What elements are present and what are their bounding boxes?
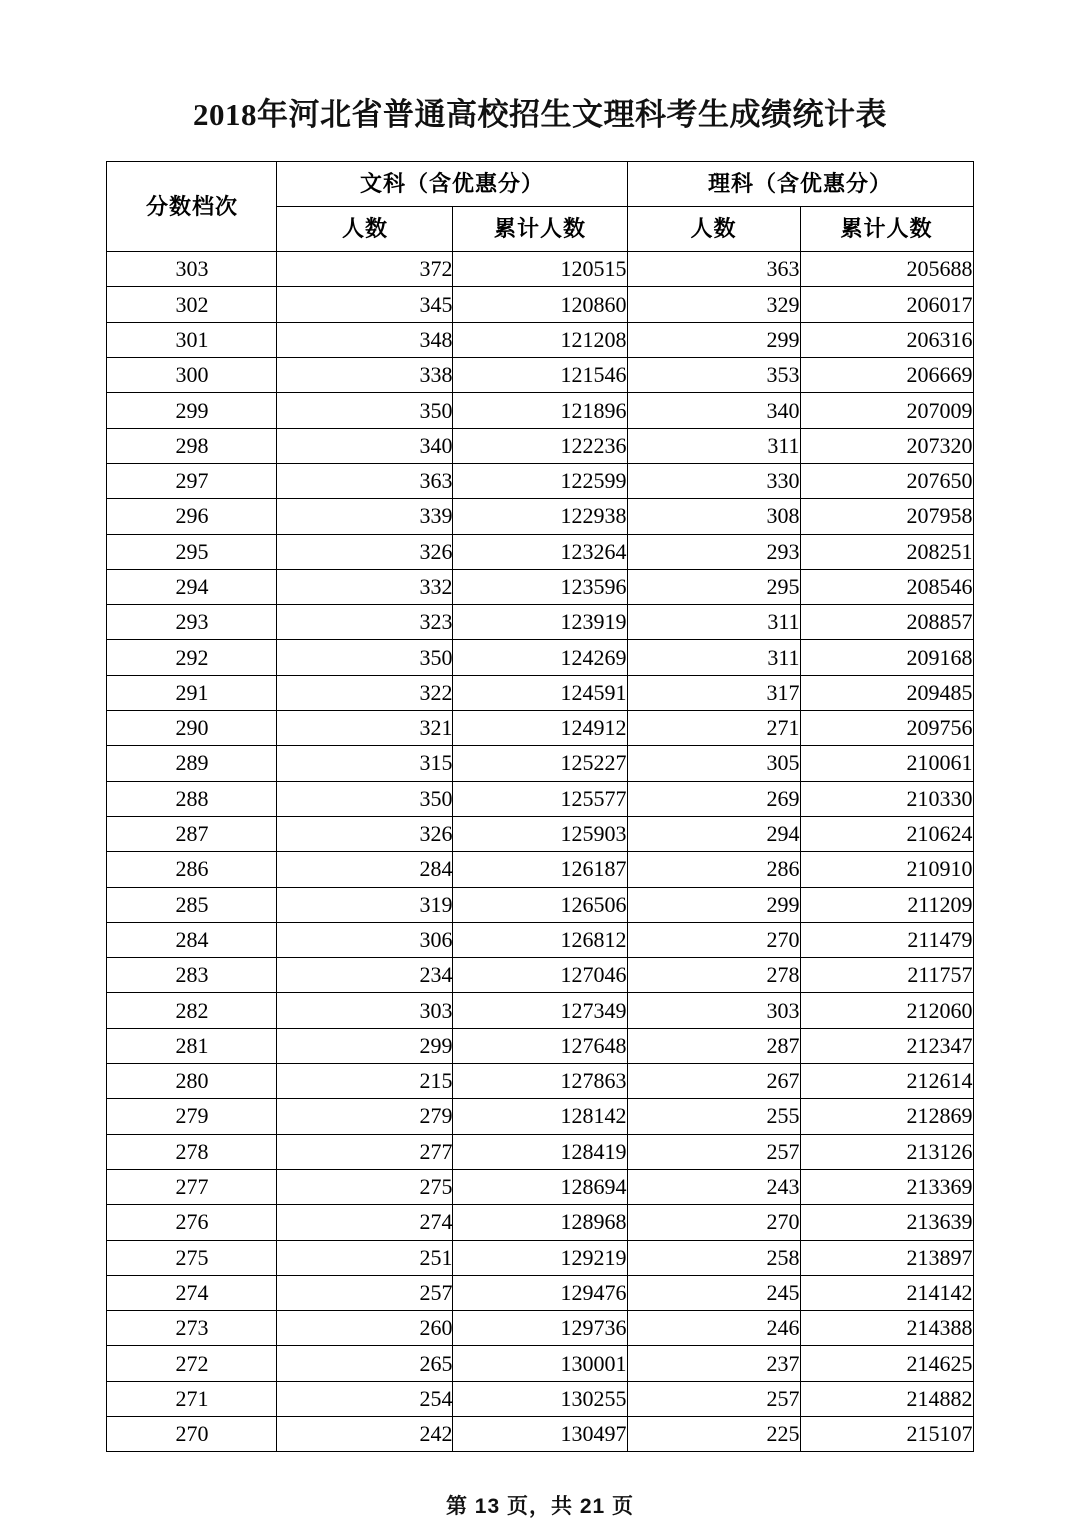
cell-science-cumulative: 215107: [800, 1416, 973, 1451]
table-row: [107, 1416, 973, 1451]
cell-science-cumulative: 211209: [800, 887, 973, 922]
table-row: [107, 428, 973, 463]
cell-science-cumulative: 212060: [800, 993, 973, 1028]
cell-liberal-arts-cumulative: 122938: [453, 499, 627, 534]
cell-science-cumulative: 210624: [800, 816, 973, 851]
cell-science-count: 243: [627, 1169, 800, 1204]
cell-science-count: 278: [627, 958, 800, 993]
cell-liberal-arts-cumulative: 125903: [453, 816, 627, 851]
cell-liberal-arts-cumulative: 128419: [453, 1134, 627, 1169]
cell-liberal-arts-cumulative: 128694: [453, 1169, 627, 1204]
cell-liberal-arts-cumulative: 124591: [453, 675, 627, 710]
cell-science-cumulative: 206316: [800, 322, 973, 357]
cell-science-count: 363: [627, 252, 800, 287]
cell-science-cumulative: 206669: [800, 358, 973, 393]
cell-liberal-arts-cumulative: 128968: [453, 1205, 627, 1240]
table-row: [107, 711, 973, 746]
score-table-container: [0, 161, 1080, 1452]
cell-science-cumulative: 207320: [800, 428, 973, 463]
cell-liberal-arts-cumulative: 123596: [453, 569, 627, 604]
cell-science-cumulative: 211757: [800, 958, 973, 993]
cell-liberal-arts-cumulative: 125227: [453, 746, 627, 781]
cell-science-count: 271: [627, 711, 800, 746]
cell-science-count: 270: [627, 922, 800, 957]
cell-score-tier: 293: [107, 605, 277, 640]
cell-science-count: 294: [627, 816, 800, 851]
cell-score-tier: 297: [107, 463, 277, 498]
table-row: [107, 322, 973, 357]
cell-liberal-arts-count: 265: [277, 1346, 453, 1381]
table-row: [107, 534, 973, 569]
cell-liberal-arts-cumulative: 129219: [453, 1240, 627, 1275]
cell-science-count: 255: [627, 1099, 800, 1134]
cell-liberal-arts-cumulative: 126187: [453, 852, 627, 887]
cell-liberal-arts-count: 257: [277, 1275, 453, 1310]
table-row: [107, 499, 973, 534]
cell-science-cumulative: 207009: [800, 393, 973, 428]
score-statistics-table: [106, 161, 973, 1452]
cell-liberal-arts-count: 234: [277, 958, 453, 993]
table-row: [107, 393, 973, 428]
cell-science-cumulative: 211479: [800, 922, 973, 957]
cell-liberal-arts-cumulative: 125577: [453, 781, 627, 816]
cell-science-count: 258: [627, 1240, 800, 1275]
cell-liberal-arts-cumulative: 129736: [453, 1311, 627, 1346]
cell-score-tier: 275: [107, 1240, 277, 1275]
cell-science-count: 237: [627, 1346, 800, 1381]
cell-science-count: 267: [627, 1064, 800, 1099]
cell-liberal-arts-count: 332: [277, 569, 453, 604]
column-header-liberal-arts-count: 人数: [277, 207, 453, 252]
cell-liberal-arts-cumulative: 124912: [453, 711, 627, 746]
cell-liberal-arts-count: 275: [277, 1169, 453, 1204]
cell-liberal-arts-cumulative: 123264: [453, 534, 627, 569]
cell-liberal-arts-cumulative: 120515: [453, 252, 627, 287]
table-row: [107, 1240, 973, 1275]
table-row: [107, 675, 973, 710]
table-row: [107, 1205, 973, 1240]
table-row: [107, 1275, 973, 1310]
table-row: [107, 463, 973, 498]
cell-liberal-arts-cumulative: 130497: [453, 1416, 627, 1451]
cell-score-tier: 276: [107, 1205, 277, 1240]
cell-liberal-arts-count: 254: [277, 1381, 453, 1416]
cell-score-tier: 274: [107, 1275, 277, 1310]
column-header-science-cumulative: 累计人数: [800, 207, 973, 252]
cell-score-tier: 298: [107, 428, 277, 463]
cell-science-count: 311: [627, 428, 800, 463]
cell-science-cumulative: 214882: [800, 1381, 973, 1416]
cell-science-count: 308: [627, 499, 800, 534]
column-header-liberal-arts-group: 文科（含优惠分）: [277, 162, 627, 207]
cell-science-count: 287: [627, 1028, 800, 1063]
table-row: [107, 1381, 973, 1416]
table-row: [107, 1134, 973, 1169]
cell-liberal-arts-cumulative: 130001: [453, 1346, 627, 1381]
cell-score-tier: 292: [107, 640, 277, 675]
cell-score-tier: 285: [107, 887, 277, 922]
cell-liberal-arts-count: 363: [277, 463, 453, 498]
cell-science-count: 317: [627, 675, 800, 710]
cell-liberal-arts-cumulative: 126812: [453, 922, 627, 957]
cell-science-count: 305: [627, 746, 800, 781]
table-row: [107, 1346, 973, 1381]
cell-science-count: 257: [627, 1134, 800, 1169]
cell-score-tier: 277: [107, 1169, 277, 1204]
cell-liberal-arts-cumulative: 130255: [453, 1381, 627, 1416]
cell-score-tier: 286: [107, 852, 277, 887]
cell-science-count: 340: [627, 393, 800, 428]
cell-science-cumulative: 209168: [800, 640, 973, 675]
cell-liberal-arts-cumulative: 120860: [453, 287, 627, 322]
table-row: [107, 1099, 973, 1134]
cell-science-cumulative: 207958: [800, 499, 973, 534]
cell-science-cumulative: 206017: [800, 287, 973, 322]
cell-liberal-arts-count: 251: [277, 1240, 453, 1275]
cell-science-cumulative: 207650: [800, 463, 973, 498]
cell-score-tier: 299: [107, 393, 277, 428]
cell-science-count: 311: [627, 640, 800, 675]
cell-score-tier: 290: [107, 711, 277, 746]
cell-liberal-arts-count: 345: [277, 287, 453, 322]
cell-score-tier: 287: [107, 816, 277, 851]
page-footer: 第 13 页，共 21 页: [445, 1495, 635, 1519]
cell-science-cumulative: 205688: [800, 252, 973, 287]
cell-liberal-arts-cumulative: 121896: [453, 393, 627, 428]
cell-science-count: 353: [627, 358, 800, 393]
cell-liberal-arts-cumulative: 128142: [453, 1099, 627, 1134]
cell-science-cumulative: 212347: [800, 1028, 973, 1063]
cell-science-count: 299: [627, 322, 800, 357]
cell-liberal-arts-count: 319: [277, 887, 453, 922]
cell-science-cumulative: 214625: [800, 1346, 973, 1381]
cell-score-tier: 280: [107, 1064, 277, 1099]
cell-science-cumulative: 213897: [800, 1240, 973, 1275]
cell-liberal-arts-count: 338: [277, 358, 453, 393]
cell-science-count: 299: [627, 887, 800, 922]
cell-science-count: 293: [627, 534, 800, 569]
cell-liberal-arts-cumulative: 122599: [453, 463, 627, 498]
cell-liberal-arts-cumulative: 127863: [453, 1064, 627, 1099]
cell-liberal-arts-count: 326: [277, 534, 453, 569]
cell-liberal-arts-cumulative: 121208: [453, 322, 627, 357]
cell-liberal-arts-count: 260: [277, 1311, 453, 1346]
cell-score-tier: 289: [107, 746, 277, 781]
table-row: [107, 746, 973, 781]
table-row: [107, 1311, 973, 1346]
table-row: [107, 887, 973, 922]
cell-score-tier: 296: [107, 499, 277, 534]
table-row: [107, 1028, 973, 1063]
cell-score-tier: 278: [107, 1134, 277, 1169]
cell-liberal-arts-cumulative: 126506: [453, 887, 627, 922]
cell-liberal-arts-count: 284: [277, 852, 453, 887]
cell-liberal-arts-count: 315: [277, 746, 453, 781]
table-header: [107, 162, 973, 252]
table-header-row-primary: [107, 162, 973, 207]
cell-science-count: 270: [627, 1205, 800, 1240]
cell-liberal-arts-cumulative: 127648: [453, 1028, 627, 1063]
cell-liberal-arts-count: 303: [277, 993, 453, 1028]
cell-science-cumulative: 210910: [800, 852, 973, 887]
cell-liberal-arts-count: 348: [277, 322, 453, 357]
cell-science-cumulative: 208251: [800, 534, 973, 569]
column-header-score-tier: 分数档次: [107, 162, 277, 252]
cell-science-cumulative: 212869: [800, 1099, 973, 1134]
table-row: [107, 569, 973, 604]
cell-score-tier: 295: [107, 534, 277, 569]
table-row: [107, 358, 973, 393]
cell-score-tier: 279: [107, 1099, 277, 1134]
cell-science-cumulative: 212614: [800, 1064, 973, 1099]
cell-liberal-arts-cumulative: 121546: [453, 358, 627, 393]
table-row: [107, 852, 973, 887]
cell-science-count: 257: [627, 1381, 800, 1416]
cell-liberal-arts-cumulative: 127046: [453, 958, 627, 993]
table-row: [107, 605, 973, 640]
cell-liberal-arts-cumulative: 122236: [453, 428, 627, 463]
cell-science-cumulative: 214142: [800, 1275, 973, 1310]
table-row: [107, 1064, 973, 1099]
cell-score-tier: 294: [107, 569, 277, 604]
cell-liberal-arts-cumulative: 127349: [453, 993, 627, 1028]
cell-science-cumulative: 208857: [800, 605, 973, 640]
cell-science-cumulative: 210061: [800, 746, 973, 781]
cell-liberal-arts-count: 323: [277, 605, 453, 640]
column-header-liberal-arts-cumulative: 累计人数: [453, 207, 627, 252]
cell-liberal-arts-count: 339: [277, 499, 453, 534]
column-header-science-group: 理科（含优惠分）: [627, 162, 973, 207]
cell-liberal-arts-count: 340: [277, 428, 453, 463]
cell-liberal-arts-count: 322: [277, 675, 453, 710]
cell-liberal-arts-count: 350: [277, 393, 453, 428]
table-row: [107, 287, 973, 322]
table-row: [107, 922, 973, 957]
cell-science-count: 303: [627, 993, 800, 1028]
cell-science-cumulative: 209756: [800, 711, 973, 746]
cell-science-count: 269: [627, 781, 800, 816]
cell-score-tier: 273: [107, 1311, 277, 1346]
cell-liberal-arts-count: 279: [277, 1099, 453, 1134]
table-row: [107, 1169, 973, 1204]
cell-science-count: 329: [627, 287, 800, 322]
page-title: 2018年河北省普通高校招生文理科考生成绩统计表: [193, 97, 887, 132]
table-row: [107, 252, 973, 287]
cell-score-tier: 282: [107, 993, 277, 1028]
cell-liberal-arts-cumulative: 123919: [453, 605, 627, 640]
cell-science-count: 311: [627, 605, 800, 640]
cell-liberal-arts-count: 274: [277, 1205, 453, 1240]
cell-liberal-arts-count: 242: [277, 1416, 453, 1451]
cell-science-cumulative: 213369: [800, 1169, 973, 1204]
cell-liberal-arts-count: 350: [277, 640, 453, 675]
cell-liberal-arts-cumulative: 129476: [453, 1275, 627, 1310]
cell-score-tier: 270: [107, 1416, 277, 1451]
table-row: [107, 958, 973, 993]
cell-science-cumulative: 210330: [800, 781, 973, 816]
cell-score-tier: 302: [107, 287, 277, 322]
table-row: [107, 816, 973, 851]
table-body: [107, 252, 973, 1452]
cell-science-count: 246: [627, 1311, 800, 1346]
cell-score-tier: 300: [107, 358, 277, 393]
cell-score-tier: 288: [107, 781, 277, 816]
cell-science-count: 295: [627, 569, 800, 604]
cell-science-count: 286: [627, 852, 800, 887]
cell-science-count: 225: [627, 1416, 800, 1451]
cell-liberal-arts-count: 215: [277, 1064, 453, 1099]
cell-liberal-arts-count: 372: [277, 252, 453, 287]
table-row: [107, 993, 973, 1028]
cell-score-tier: 271: [107, 1381, 277, 1416]
cell-score-tier: 303: [107, 252, 277, 287]
cell-science-count: 245: [627, 1275, 800, 1310]
cell-science-cumulative: 213126: [800, 1134, 973, 1169]
cell-score-tier: 284: [107, 922, 277, 957]
cell-liberal-arts-count: 299: [277, 1028, 453, 1063]
cell-science-count: 330: [627, 463, 800, 498]
table-row: [107, 640, 973, 675]
cell-liberal-arts-count: 321: [277, 711, 453, 746]
cell-score-tier: 291: [107, 675, 277, 710]
cell-science-cumulative: 209485: [800, 675, 973, 710]
cell-science-cumulative: 213639: [800, 1205, 973, 1240]
cell-science-cumulative: 208546: [800, 569, 973, 604]
cell-score-tier: 272: [107, 1346, 277, 1381]
cell-liberal-arts-count: 306: [277, 922, 453, 957]
cell-science-cumulative: 214388: [800, 1311, 973, 1346]
cell-score-tier: 283: [107, 958, 277, 993]
column-header-science-count: 人数: [627, 207, 800, 252]
cell-score-tier: 301: [107, 322, 277, 357]
cell-liberal-arts-count: 326: [277, 816, 453, 851]
cell-liberal-arts-count: 277: [277, 1134, 453, 1169]
cell-liberal-arts-count: 350: [277, 781, 453, 816]
cell-score-tier: 281: [107, 1028, 277, 1063]
cell-liberal-arts-cumulative: 124269: [453, 640, 627, 675]
table-row: [107, 781, 973, 816]
